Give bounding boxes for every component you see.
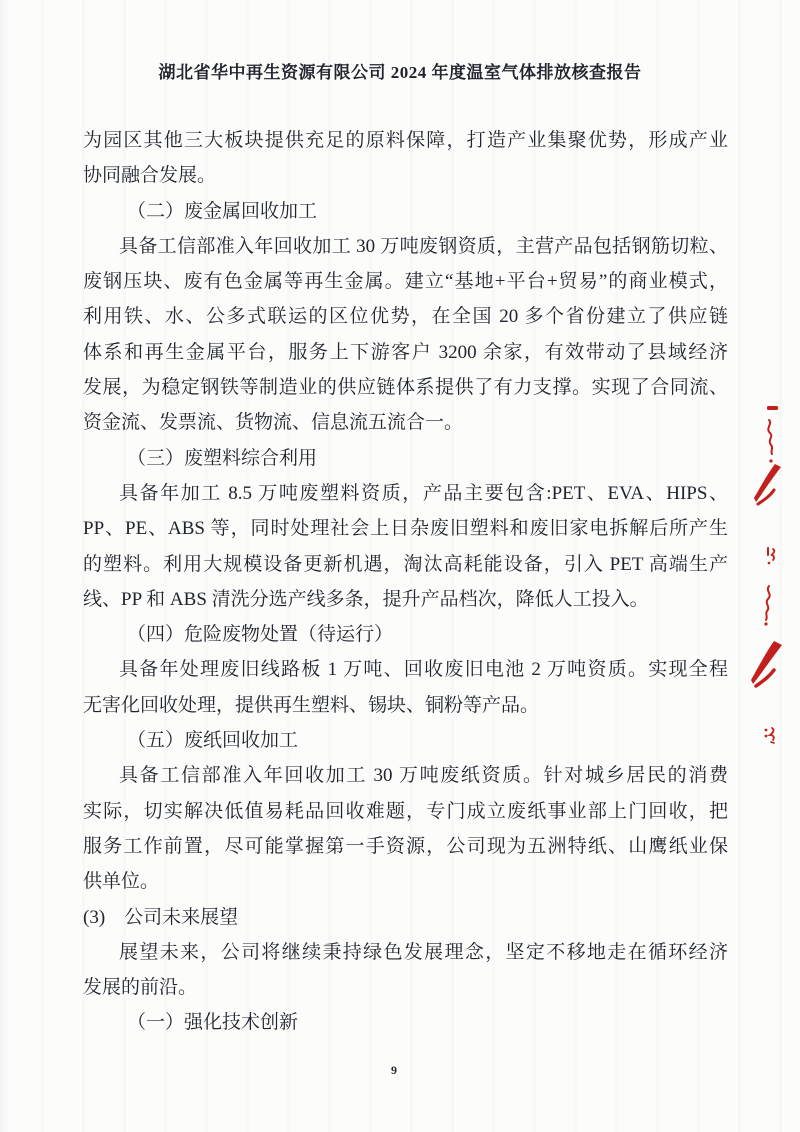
text-line: 无害化回收处理，提供再生塑料、锡块、铜粉等产品。 (83, 694, 540, 716)
text-line: 服务工作前置，尽可能掌握第一手资源，公司现为五洲特纸、山鹰纸业保 (83, 835, 728, 857)
text-line: 为园区其他三大板块提供充足的原料保障，打造产业集聚优势，形成产业 (83, 130, 728, 151)
text-line: 供单位。 (83, 871, 160, 893)
text-line: （四）危险废物处置（待运行） (127, 624, 394, 646)
red-swoosh-mark-icon (754, 462, 784, 506)
text-line: 发展的前沿。 (83, 977, 198, 999)
text-line: (3) 公司未来展望 (83, 906, 239, 928)
text-line: 具备年处理废旧线路板 1 万吨、回收废旧电池 2 万吨资质。实现全程 (119, 659, 728, 681)
text-line: 具备工信部准入年回收加工 30 万吨废钢资质，主营产品包括钢筋切粒、 (119, 235, 728, 257)
text-line: 线、PP 和 ABS 清洗分选产线多条，提升产品档次，降低人工投入。 (83, 588, 649, 610)
text-line: （二）废金属回收加工 (127, 200, 318, 222)
page-title: 湖北省华中再生资源有限公司 2024 年度温室气体排放核查报告 (158, 63, 642, 82)
text-line: PP、PE、ABS 等，同时处理社会上日杂废旧塑料和废旧家电拆解后所产生 (83, 518, 728, 540)
text-line: 具备年加工 8.5 万吨废塑料资质，产品主要包含:PET、EVA、HIPS、 (119, 482, 728, 504)
page-number: 9 (391, 1063, 397, 1077)
text-line: 的塑料。利用大规模设备更新机遇，淘汰高耗能设备，引入 PET 高端生产 (83, 553, 728, 575)
text-line: 体系和再生金属平台，服务上下游客户 3200 余家，有效带动了县域经济 (83, 341, 728, 363)
text-line: （一）强化技术创新 (127, 1012, 299, 1034)
text-line: 实际，切实解决低值易耗品回收难题，专门成立废纸事业部上门回收，把 (83, 800, 728, 822)
text-line: （三）废塑料综合利用 (127, 447, 318, 469)
red-script-mark-icon (761, 584, 777, 628)
text-line: 发展，为稳定钢铁等制造业的供应链体系提供了有力支撑。实现了合同流、 (83, 377, 728, 399)
text-line: 展望未来，公司将继续秉持绿色发展理念，坚定不移地走在循环经济 (119, 941, 728, 963)
text-line: 协同融合发展。 (83, 165, 217, 187)
text-line: 具备工信部准入年回收加工 30 万吨废纸资质。针对城乡居民的消费 (119, 765, 728, 787)
red-number-mark-icon (763, 725, 777, 745)
text-line: 利用铁、水、公多式联运的区位优势，在全国 20 多个省份建立了供应链 (83, 306, 728, 328)
text-line: （五）废纸回收加工 (127, 730, 299, 752)
red-swoosh-mark-icon (751, 640, 785, 688)
text-line: 废钢压块、废有色金属等再生金属。建立“基地+平台+贸易”的商业模式， (83, 271, 728, 293)
red-script-mark-icon (762, 418, 778, 466)
red-number-mark-icon (765, 546, 777, 566)
body-text (83, 123, 728, 1041)
red-dash-mark-icon (766, 405, 780, 412)
text-line: 资金流、发票流、货物流、信息流五流合一。 (83, 412, 464, 434)
